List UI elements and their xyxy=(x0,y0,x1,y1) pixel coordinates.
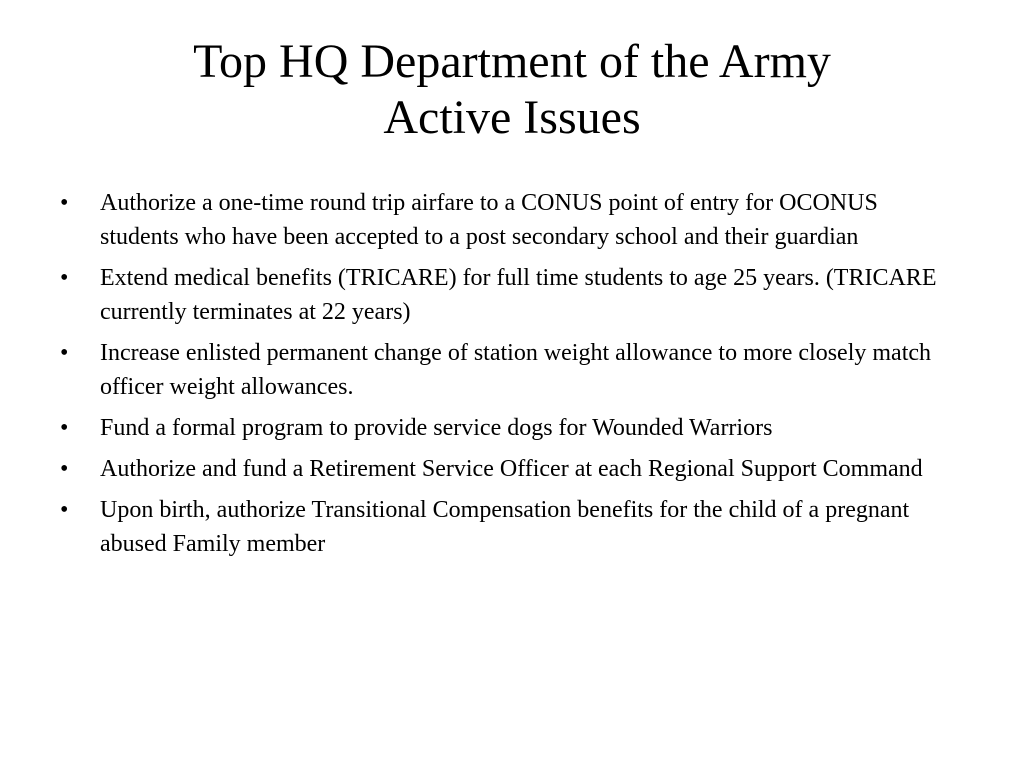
slide-title-line-2: Active Issues xyxy=(383,91,641,144)
bullet-dot-icon: • xyxy=(60,190,69,216)
bullet-text: Upon birth, authorize Transitional Compensation benefits for the child of a pregnant abused Family member xyxy=(100,497,910,557)
bullet-item-weight-allowance xyxy=(60,336,940,404)
slide-title xyxy=(60,34,964,146)
bullet-dot-icon: • xyxy=(60,265,69,291)
bullet-item-retirement-officer xyxy=(60,452,940,486)
bullet-text: Extend medical benefits (TRICARE) for full time students to age 25 years. (TRICARE currently terminates at 22 years) xyxy=(100,265,937,325)
bullet-item-tricare xyxy=(60,261,940,329)
bullet-dot-icon: • xyxy=(60,456,69,482)
bullet-text: Increase enlisted permanent change of station weight allowance to more closely match officer weight allowances. xyxy=(100,340,932,400)
bullet-dot-icon: • xyxy=(60,497,69,523)
bullet-dot-icon: • xyxy=(60,340,69,366)
bullet-item-airfare xyxy=(60,186,940,254)
slide-title-line-1: Top HQ Department of the Army xyxy=(193,35,831,88)
bullet-text: Authorize and fund a Retirement Service Officer at each Regional Support Command xyxy=(100,456,923,482)
bullet-text: Fund a formal program to provide service dogs for Wounded Warriors xyxy=(100,415,773,441)
bullet-list xyxy=(60,186,940,568)
bullet-dot-icon: • xyxy=(60,415,69,441)
bullet-text: Authorize a one-time round trip airfare to a CONUS point of entry for OCONUS students who have been accepted to a post secondary school and their guardian xyxy=(100,190,878,250)
bullet-item-transitional-compensation xyxy=(60,493,940,561)
bullet-item-service-dogs xyxy=(60,411,940,445)
